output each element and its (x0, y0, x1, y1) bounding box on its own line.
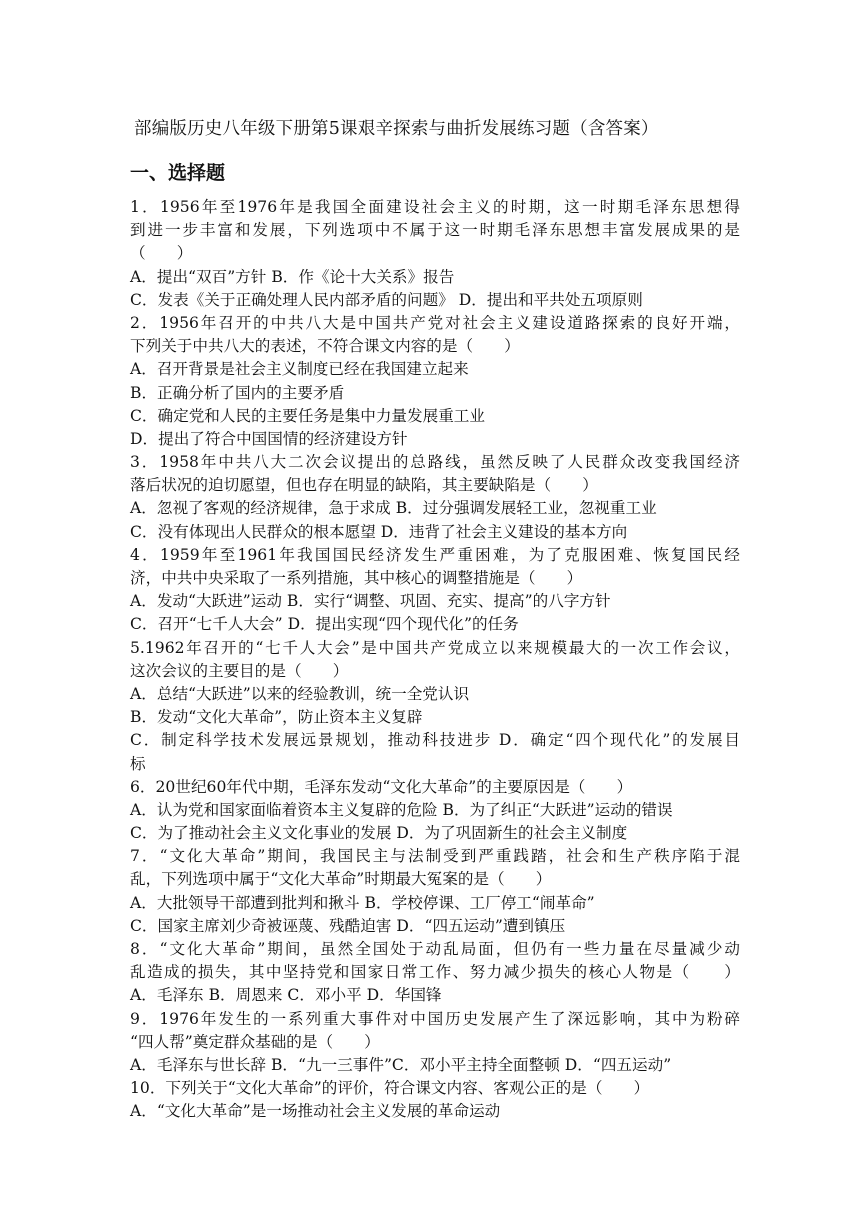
text-line: “四人帮”奠定群众基础的是（ ） (130, 1032, 380, 1051)
document-title: 部编版历史八年级下册第5课艰辛探索与曲折发展练习题（含答案） (134, 119, 659, 139)
text-line: D．提出了符合中国国情的经济建设方针 (130, 429, 408, 448)
text-line: 8．“文化大革命”期间，虽然全国处于动乱局面，但仍有一些力量在尽量减少动 (130, 940, 740, 958)
text-line: A．毛泽东与世长辞 B．“九一三事件”C．邓小平主持全面整顿 D．“四五运动” (130, 1055, 672, 1074)
text-line: A．总结“大跃进”以来的经验教训，统一全党认识 (130, 684, 470, 703)
text-line: C．确定党和人民的主要任务是集中力量发展重工业 (130, 406, 485, 425)
text-line: C．没有体现出人民群众的根本愿望 D．违背了社会主义建设的基本方向 (130, 522, 628, 541)
text-line: 4．1959年至1961年我国国民经济发生严重困难，为了克服困难、恢复国民经 (130, 545, 740, 564)
text-line: 2．1956年召开的中共八大是中国共产党对社会主义建设道路探索的良好开端， (130, 313, 740, 332)
question-list (130, 196, 740, 1124)
text-line: 标 (130, 754, 146, 773)
text-line: A．召开背景是社会主义制度已经在我国建立起来 (130, 360, 469, 379)
text-line: 落后状况的迫切愿望，但也存在明显的缺陷，其主要缺陷是（ ） (130, 476, 598, 495)
text-line: A．认为党和国家面临着资本主义复辟的危险 B．为了纠正“大跃进”运动的错误 (130, 800, 673, 819)
text-line: （ ） (130, 244, 193, 263)
text-line: A．大批领导干部遭到批判和揪斗 B．学校停课、工厂停工“闹革命” (130, 893, 595, 912)
text-line: 10．下列关于“文化大革命”的评价，符合课文内容、客观公正的是（ ） (130, 1079, 650, 1098)
text-line: A．提出“双百”方针 B．作《论十大关系》报告 (130, 267, 455, 286)
text-line: 乱，下列选项中属于“文化大革命”时期最大冤案的是（ ） (130, 870, 552, 889)
text-line: 9．1976年发生的一系列重大事件对中国历史发展产生了深远影响，其中为粉碎 (130, 1009, 740, 1028)
text-line: C．为了推动社会主义文化事业的发展 D．为了巩固新生的社会主义制度 (130, 824, 628, 843)
text-line: C．国家主席刘少奇被诬蔑、残酷迫害 D．“四五运动”遭到镇压 (130, 916, 566, 935)
text-line: B．正确分析了国内的主要矛盾 (130, 383, 345, 402)
text-line: 到进一步丰富和发展，下列选项中不属于这一时期毛泽东思想丰富发展成果的是 (130, 221, 740, 240)
text-line: C．制定科学技术发展远景规划，推动科技进步 D．确定“四个现代化”的发展目 (130, 731, 740, 750)
text-line: 3．1958年中共八大二次会议提出的总路线，虽然反映了人民群众改变我国经济 (130, 453, 740, 472)
text-line: C．发表《关于正确处理人民内部矛盾的问题》 D．提出和平共处五项原则 (130, 290, 643, 309)
text-line: A．毛泽东 B．周恩来 C．邓小平 D．华国锋 (130, 986, 442, 1005)
text-line: 济，中共中央采取了一系列措施，其中核心的调整措施是（ ） (130, 569, 583, 587)
text-line: 这次会议的主要目的是（ ） (130, 661, 349, 680)
text-line: 乱造成的损失，其中坚持党和国家日常工作、努力减少损失的核心人物是（ ） (130, 963, 740, 982)
section-heading: 一、选择题 (130, 162, 226, 184)
text-line: 下列关于中共八大的表述，不符合课文内容的是（ ） (130, 337, 520, 356)
text-line: A．“文化大革命”是一场推动社会主义发展的革命运动 (130, 1102, 501, 1121)
text-line: C．召开“七千人大会” D．提出实现“四个现代化”的任务 (130, 615, 519, 634)
text-line: 6．20世纪60年代中期，毛泽东发动“文化大革命”的主要原因是（ ） (130, 777, 633, 796)
text-line: A．发动“大跃进”运动 B．实行“调整、巩固、充实、提高”的八字方针 (130, 592, 611, 611)
text-line: 7．“文化大革命”期间，我国民主与法制受到严重践踏，社会和生产秩序陷于混 (130, 847, 740, 866)
text-line: A．忽视了客观的经济规律，急于求成 B．过分强调发展轻工业，忽视重工业 (130, 499, 657, 518)
text-line: B．发动“文化大革命”，防止资本主义复辟 (130, 708, 423, 727)
text-line: 1．1956年至1976年是我国全面建设社会主义的时期，这一时期毛泽东思想得 (130, 198, 740, 216)
text-line: 5.1962年召开的“七千人大会”是中国共产党成立以来规模最大的一次工作会议， (130, 638, 740, 657)
